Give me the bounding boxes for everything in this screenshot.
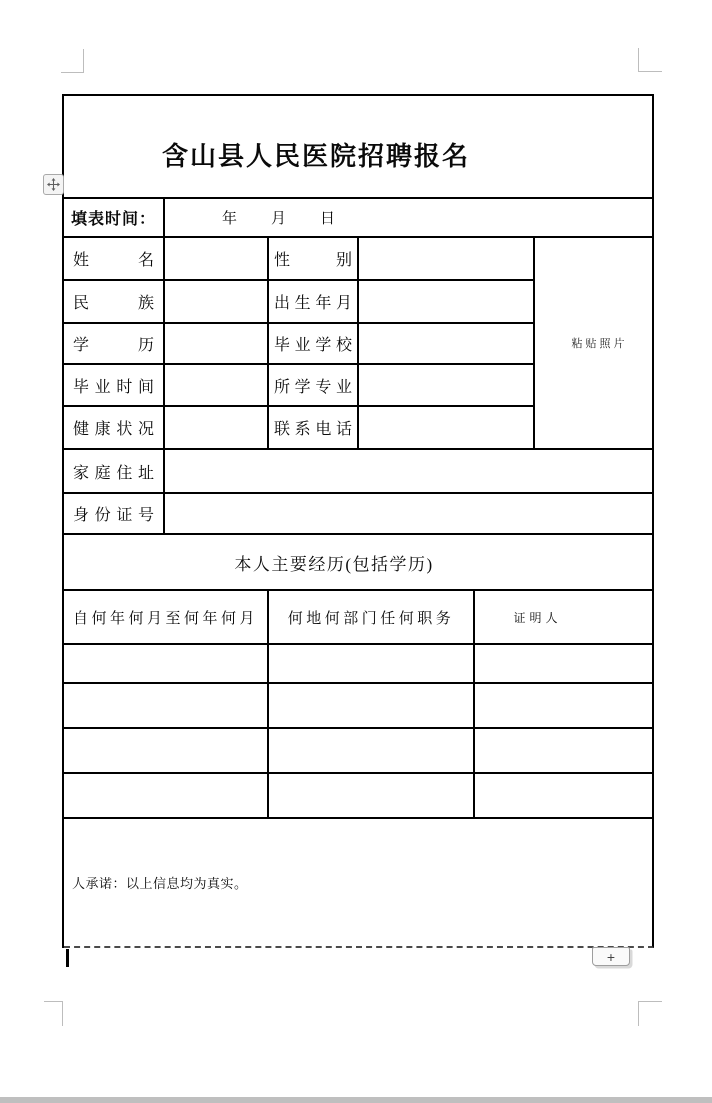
day-label: 日	[320, 211, 336, 227]
label-text: 性 别	[274, 252, 352, 269]
field-label-birthdate	[269, 281, 359, 324]
label-text: 姓 名	[73, 252, 154, 269]
label-text: 毕 业 学 校	[274, 337, 352, 354]
margin-mark-top-left	[61, 49, 84, 73]
label-text: 健 康 状 况	[73, 421, 154, 438]
month-label: 月	[271, 211, 287, 227]
field-label-address	[64, 450, 165, 494]
health-value-cell[interactable]	[165, 407, 269, 450]
field-label-health	[64, 407, 165, 450]
margin-mark-next-page-right	[638, 1001, 662, 1026]
graduation-date-value-cell[interactable]	[165, 365, 269, 407]
experience-header-position: 何地何部门任何职务	[269, 591, 475, 645]
field-label-graduation-date	[64, 365, 165, 407]
experience-header-period: 自何年何月至何年何月	[64, 591, 269, 645]
fill-date-value-cell[interactable]	[165, 199, 654, 238]
address-value-cell[interactable]	[165, 450, 654, 494]
margin-mark-next-page-left	[44, 1001, 63, 1026]
move-arrows-icon	[47, 178, 60, 191]
field-label-phone	[269, 407, 359, 450]
experience-witness-cell[interactable]	[475, 684, 654, 729]
field-label-name	[64, 238, 165, 281]
pledge-text: 人承诺：以上信息均为真实。	[72, 876, 248, 891]
experience-header-witness: 证明人	[475, 591, 654, 645]
registration-form-table	[62, 94, 654, 948]
field-label-ethnicity	[64, 281, 165, 324]
field-label-major	[269, 365, 359, 407]
label-text: 毕 业 时 间	[73, 378, 154, 396]
photo-paste-area[interactable]: 粘贴照片	[535, 238, 654, 450]
label-text: 家 庭 住 址	[73, 464, 154, 482]
major-value-cell[interactable]	[359, 365, 535, 407]
experience-period-cell[interactable]	[64, 774, 269, 819]
experience-period-cell[interactable]	[64, 729, 269, 774]
text-cursor	[66, 949, 69, 967]
experience-witness-cell[interactable]	[475, 774, 654, 819]
experience-position-cell[interactable]	[269, 645, 475, 684]
year-label: 年	[222, 211, 238, 227]
margin-mark-top-right	[638, 48, 662, 72]
add-button[interactable]	[592, 947, 630, 966]
fill-date-label: 填表时间：	[64, 199, 165, 238]
table-move-handle[interactable]	[43, 174, 64, 195]
name-value-cell[interactable]	[165, 238, 269, 281]
label-text: 联 系 电 话	[274, 421, 352, 438]
pledge-cell[interactable]	[64, 819, 654, 948]
education-value-cell[interactable]	[165, 324, 269, 365]
experience-period-cell[interactable]	[64, 684, 269, 729]
gender-value-cell[interactable]	[359, 238, 535, 281]
experience-position-cell[interactable]	[269, 729, 475, 774]
label-text: 身 份 证 号	[73, 507, 154, 524]
label-text: 学 历	[73, 337, 154, 354]
ethnicity-value-cell[interactable]	[165, 281, 269, 324]
label-text: 所 学 专 业	[274, 378, 352, 396]
plus-icon: +	[606, 948, 616, 965]
phone-value-cell[interactable]	[359, 407, 535, 450]
field-label-gender	[269, 238, 359, 281]
field-label-id-number	[64, 494, 165, 535]
experience-position-cell[interactable]	[269, 774, 475, 819]
label-text: 民 族	[73, 295, 154, 312]
label-text: 出 生 年 月	[274, 295, 352, 312]
experience-witness-cell[interactable]	[475, 729, 654, 774]
experience-witness-cell[interactable]	[475, 645, 654, 684]
form-title: 含山县人民医院招聘报名	[64, 96, 654, 199]
birthdate-value-cell[interactable]	[359, 281, 535, 324]
experience-position-cell[interactable]	[269, 684, 475, 729]
experience-section-title: 本人主要经历(包括学历)	[64, 535, 654, 591]
page-gap-strip	[0, 1097, 712, 1103]
field-label-education	[64, 324, 165, 365]
experience-period-cell[interactable]	[64, 645, 269, 684]
school-value-cell[interactable]	[359, 324, 535, 365]
field-label-school	[269, 324, 359, 365]
id-number-value-cell[interactable]	[165, 494, 654, 535]
